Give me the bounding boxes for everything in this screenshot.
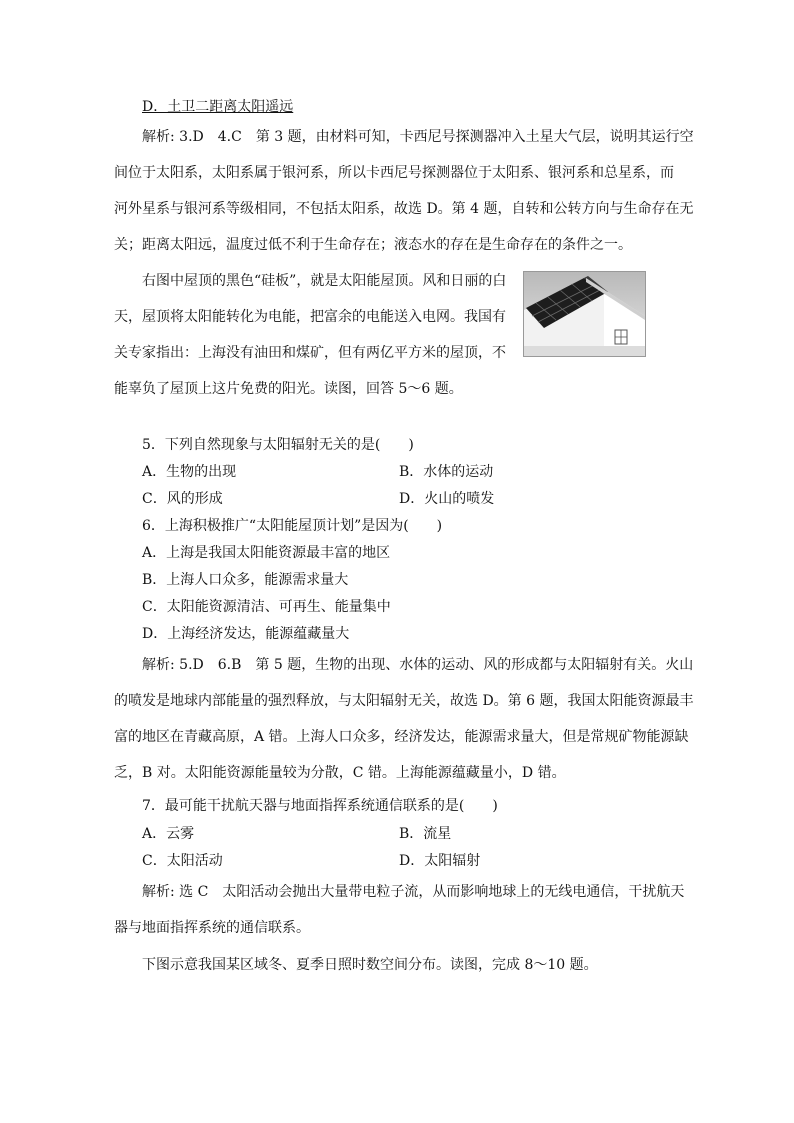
analysis-7-line-1: 解析: 选 C 太阳活动会抛出大量带电粒子流，从而影响地球上的无线电通信，干扰航天 [142,884,685,900]
analysis-3-4-line-4: 关；距离太阳远，温度过低不利于生命存在；液态水的存在是生命存在的条件之一。 [114,237,632,253]
analysis-3-4-line-1: 解析: 3.D 4.C 第 3 题，由材料可知，卡西尼号探测器冲入土星大气层，说明其运行空 [142,129,694,145]
analysis-7-line-2: 器与地面指挥系统的通信联系。 [114,920,310,936]
analysis-5-6-line-4: 乏，B 对。太阳能资源能量较为分散，C 错。上海能源蕴藏量小，D 错。 [114,765,566,781]
intro-line-1: 右图中屋顶的黑色“硅板”，就是太阳能屋顶。风和日丽的白 [142,273,507,289]
solar-roof-photo [523,271,646,357]
question-7-stem: 7．最可能干扰航天器与地面指挥系统通信联系的是( ) [142,798,498,814]
question-6-option-b: B．上海人口众多，能源需求量大 [142,572,349,588]
solar-roof-illustration [524,272,645,356]
question-5-option-b: B．水体的运动 [399,464,494,480]
question-5-option-c: C．风的形成 [142,491,223,507]
intro-line-3: 关专家指出：上海没有油田和煤矿，但有两亿平方米的屋顶，不 [114,345,506,361]
question-4-option-d: D．土卫二距离太阳遥远 [142,99,294,115]
intro-line-4: 能辜负了屋顶上这片免费的阳光。读图，回答 5～6 题。 [114,381,463,397]
question-6-option-d: D．上海经济发达，能源蕴藏量大 [142,626,350,642]
questions-8-10-intro: 下图示意我国某区域冬、夏季日照时数空间分布。读图，完成 8～10 题。 [142,957,598,973]
intro-line-2: 天，屋顶将太阳能转化为电能，把富余的电能送入电网。我国有 [114,309,506,325]
analysis-5-6-line-3: 富的地区在青藏高原，A 错。上海人口众多，经济发达，能源需求量大，但是常规矿物能源缺 [114,729,689,745]
question-6-stem: 6．上海积极推广“太阳能屋顶计划”是因为( ) [142,518,443,534]
question-7-option-c: C．太阳活动 [142,853,223,869]
question-6-option-a: A．上海是我国太阳能资源最丰富的地区 [142,545,391,561]
analysis-5-6-line-2: 的喷发是地球内部能量的强烈释放，与太阳辐射无关，故选 D。第 6 题，我国太阳能资源最丰 [114,693,694,709]
question-7-option-a: A．云雾 [142,826,195,842]
question-5-option-a: A．生物的出现 [142,464,237,480]
question-5-stem: 5．下列自然现象与太阳辐射无关的是( ) [142,437,414,453]
question-7-option-b: B．流星 [399,826,452,842]
analysis-3-4-line-3: 河外星系与银河系等级相同，不包括太阳系，故选 D。第 4 题，自转和公转方向与生命存在无 [114,201,694,217]
analysis-5-6-line-1: 解析: 5.D 6.B 第 5 题，生物的出现、水体的运动、风的形成都与太阳辐射有关。火山 [142,657,694,673]
question-5-option-d: D．火山的喷发 [399,491,495,507]
question-6-option-c: C．太阳能资源清洁、可再生、能量集中 [142,599,391,615]
question-7-option-d: D．太阳辐射 [399,853,481,869]
analysis-3-4-line-2: 间位于太阳系，太阳系属于银河系，所以卡西尼号探测器位于太阳系、银河系和总星系，而 [114,165,674,181]
